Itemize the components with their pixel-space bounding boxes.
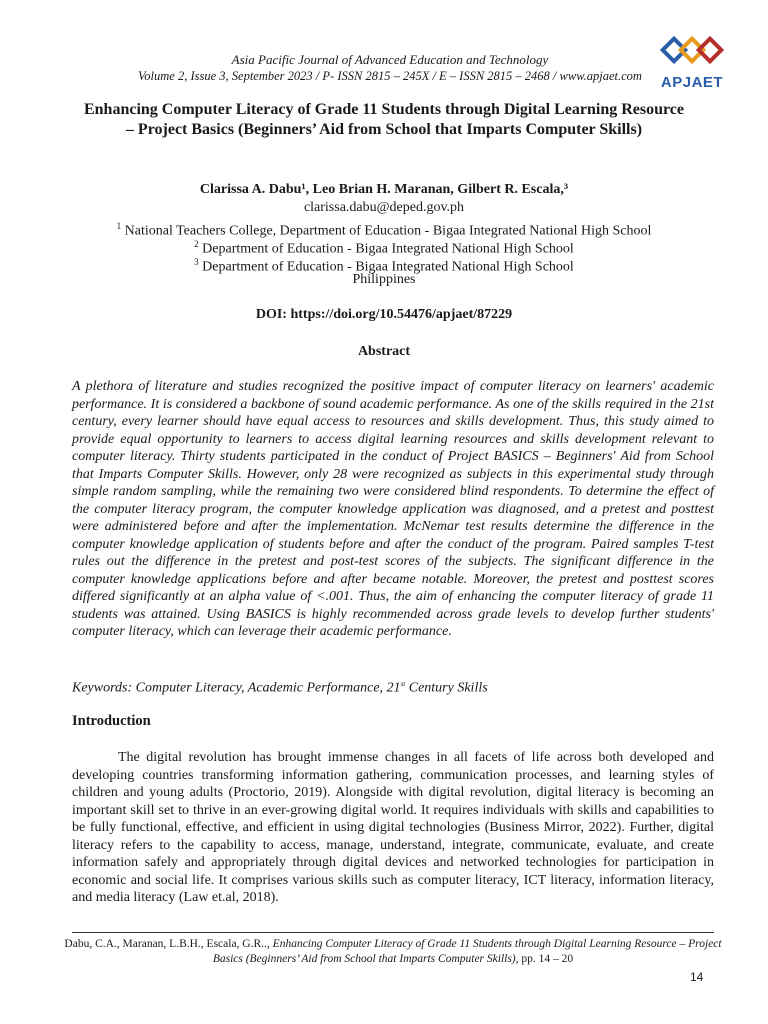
- affiliation-3: $^3$ Department of Education - Bigaa Integrated National High School: [194, 257, 574, 275]
- footer-divider: [72, 932, 714, 933]
- footer-citation: Dabu, C.A., Maranan, L.B.H., Escala, G.R.., Enhancing Computer Literacy of Grade 11 Students through Digital Learning Resource – Project Basics (Beginners’ Aid from School that Imparts Computer Skills), pp. 14 – 20: [64, 938, 722, 965]
- logo-text: APJAET: [660, 74, 724, 91]
- author-email: clarissa.dabu@deped.gov.ph: [303, 200, 465, 215]
- authors: Clarissa A. Dabu¹, Leo Brian H. Maranan, Gilbert R. Escala,³: [199, 182, 569, 197]
- page-number: 14: [690, 970, 704, 984]
- introduction-paragraph: The digital revolution has brought immense changes in all facets of life across both developed and developing countries transforming information gathering, communication processes, and learning styles of children and young adults (Proctorio, 2019). Alongside with digital revolution, digital literacy is becoming an important skill set to thrive in an ever-growing digital world. It requires individuals with skills and capabilities to be fully functional, effective, and efficient in using digital technologies (Business Mirror, 2022). Further, digital literacy refers to the capability to access, manage, understand, integrate, communicate, evaluate, and create information safely and appropriately through digital devices and networked technologies for participation in economic and social life. It comprises various skills such as computer literacy, ICT literacy, information literacy, and media literacy (Law et.al, 2018).: [72, 750, 714, 905]
- issue-line: Volume 2, Issue 3, September 2023 / P- ISSN 2815 – 245X / E – ISSN 2815 – 2468 / www.apjaet.com: [138, 69, 642, 83]
- affiliation-2: $^2$ Department of Education - Bigaa Integrated National High School: [194, 239, 574, 257]
- keywords: Keywords: Computer Literacy, Academic Performance, 21st Century Skills: [72, 680, 488, 696]
- country: Philippines: [352, 272, 416, 287]
- affiliation-1: $^1$ National Teachers College, Department of Education - Bigaa Integrated National High School: [116, 221, 652, 239]
- introduction-heading: Introduction: [72, 713, 151, 729]
- abstract-text: A plethora of literature and studies recognized the positive impact of computer literacy on learners' academic performance. It is considered a backbone of sound academic performance. As one of the skills required in the 21st century, every learner should have equal access to resources and skills development. Thus, this study aimed to provide equal opportunity to learners to access digital learning resources and skills development relevant to computer literacy. Thirty students participated in the conduct of Project BASICS – Beginners' Aid from School that Imparts Computer Skills. However, only 28 were recognized as subjects in this experimental study through simple random sampling, while the remaining two were considered blind respondents. To determine the effect of the computer literacy program, the computer knowledge application was diagnosed, and a pretest and posttest were administered before and after the implementation. McNemar test results determine the difference in the computer knowledge application of students before and after the conduct of the program. Paired samples T-test rules out the difference in the pretest and post-test scores of the subjects. The significant difference in the computer knowledge applications before and after became notable. Moreover, the pretest and posttest scores differed significantly at an alpha value of <.001. Thus, the aim of enhancing the computer literacy of grade 11 students was attained. Using BASICS is highly recommended across grade levels to develop further students' computer literacy, which can leverage their academic performance.: [72, 379, 714, 639]
- doi[interactable]: DOI: https://doi.org/10.54476/apjaet/87229: [255, 307, 513, 322]
- paper-title: Enhancing Computer Literacy of Grade 11 Students through Digital Learning Resource – Project Basics (Beginners’ Aid from School that Imparts Computer Skills): [83, 101, 685, 138]
- abstract-heading: Abstract: [357, 344, 411, 359]
- journal-name: Asia Pacific Journal of Advanced Education and Technology: [231, 52, 549, 67]
